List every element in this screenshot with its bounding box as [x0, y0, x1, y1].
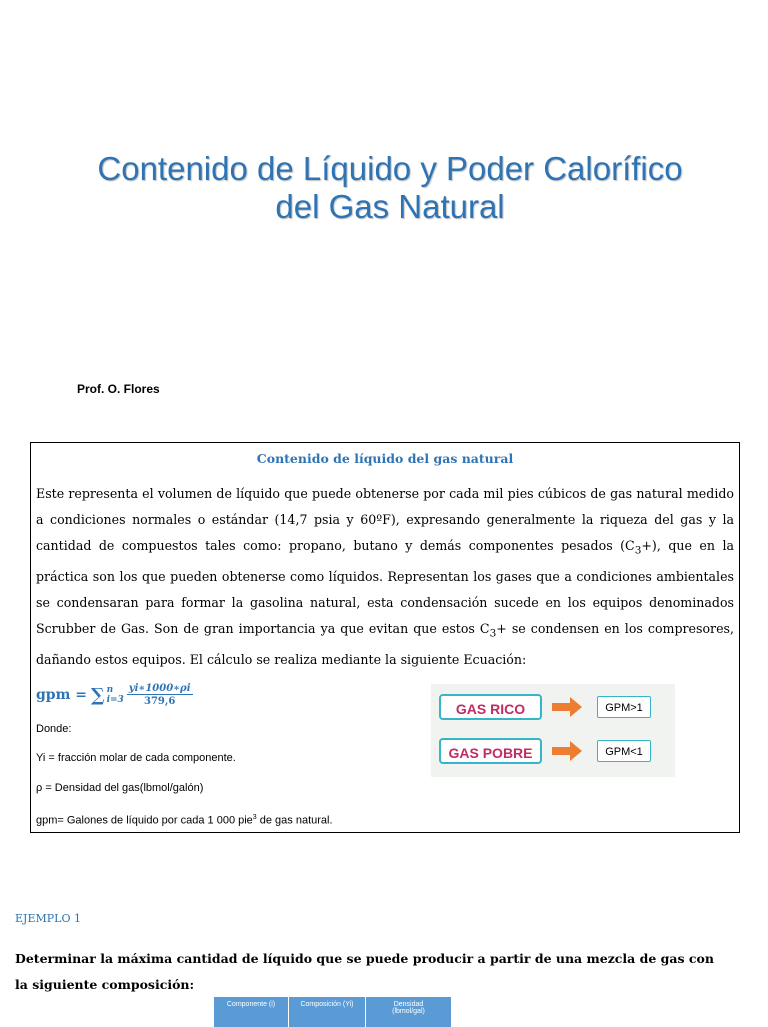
- gas-classification-image: [431, 684, 675, 777]
- gpm-formula: [36, 675, 193, 715]
- paragraph-part-1: Este representa el volumen de líquido que puede obtenerse por cada mil pies cúbicos de gas natural medido a condiciones normales o estándar (14,7 psia y 60ºF), expresando generalmente la riqueza del gas y la cantidad de compuestos tales como: propano, butano y demás componentes pesados (C: [36, 486, 734, 553]
- sum-limits: [107, 685, 124, 705]
- definition-paragraph: [36, 481, 734, 673]
- formula-lhs: gpm =: [36, 687, 87, 703]
- paragraph-part-2: +), que en la práctica son los que pueden obtenerse como líquidos. Representan los gases que a condiciones ambientales se condensaran para formar la gasolina natural, esta condensación sucede en los equipos denominados Scrubber de Gas. Son de gran importancia ya que evitan que estos C: [36, 537, 734, 636]
- subscript-3: 3: [489, 627, 497, 640]
- superscript-3: 3: [252, 814, 257, 821]
- def-rho: ρ = Densidad del gas(lbmol/galón): [36, 782, 204, 794]
- title-line-2: del Gas Natural: [275, 188, 505, 225]
- example-title: EJEMPLO 1: [15, 912, 81, 925]
- sum-symbol: ∑: [91, 684, 105, 706]
- header-densidad-line2: (lbmol/gal): [392, 1008, 425, 1015]
- def-gpm-text: gpm= Galones de líquido por cada 1 000 pie: [36, 814, 253, 827]
- header-densidad: [366, 997, 451, 1027]
- gpm-less-box: GPM<1: [597, 740, 651, 762]
- header-composicion: Composición (Yi): [289, 997, 366, 1027]
- header-densidad-line1: Densidad: [393, 1001, 424, 1008]
- arrow-right-icon: [552, 697, 582, 717]
- title-line-1: Contenido de Líquido y Poder Calorífico: [97, 150, 683, 187]
- formula-denominator: 379,6: [143, 696, 176, 707]
- formula-fraction: [127, 683, 193, 707]
- composition-table-header: [214, 997, 451, 1027]
- sum-upper: n: [106, 685, 114, 695]
- definition-box: [30, 442, 740, 833]
- def-gpm-text-end: de gas natural.: [256, 814, 333, 827]
- paragraph-part-3: + se condensen en los compresores, dañando estos equipos. El cálculo se realiza mediante la siguiente Ecuación:: [36, 620, 734, 667]
- donde-label: Donde:: [36, 723, 72, 735]
- subscript-3: 3: [634, 544, 642, 557]
- gas-pobre-label: GAS POBRE: [439, 738, 542, 764]
- def-yi: Yi = fracción molar de cada componente.: [36, 752, 236, 764]
- sum-lower: i=3: [106, 695, 124, 705]
- formula-numerator: yi∗1000∗ρi: [128, 683, 191, 694]
- example-statement: Determinar la máxima cantidad de líquido que se puede producir a partir de una mezcla de gas con la siguiente composición:: [15, 951, 714, 992]
- author: Prof. O. Flores: [77, 382, 160, 396]
- arrow-right-icon: [552, 741, 582, 761]
- page-title: [40, 150, 740, 226]
- header-componente: Componente (i): [214, 997, 289, 1027]
- gas-rico-label: GAS RICO: [439, 694, 542, 720]
- box-title: Contenido de líquido del gas natural: [256, 451, 514, 466]
- gpm-greater-box: GPM>1: [597, 696, 651, 718]
- def-gpm: [36, 811, 333, 828]
